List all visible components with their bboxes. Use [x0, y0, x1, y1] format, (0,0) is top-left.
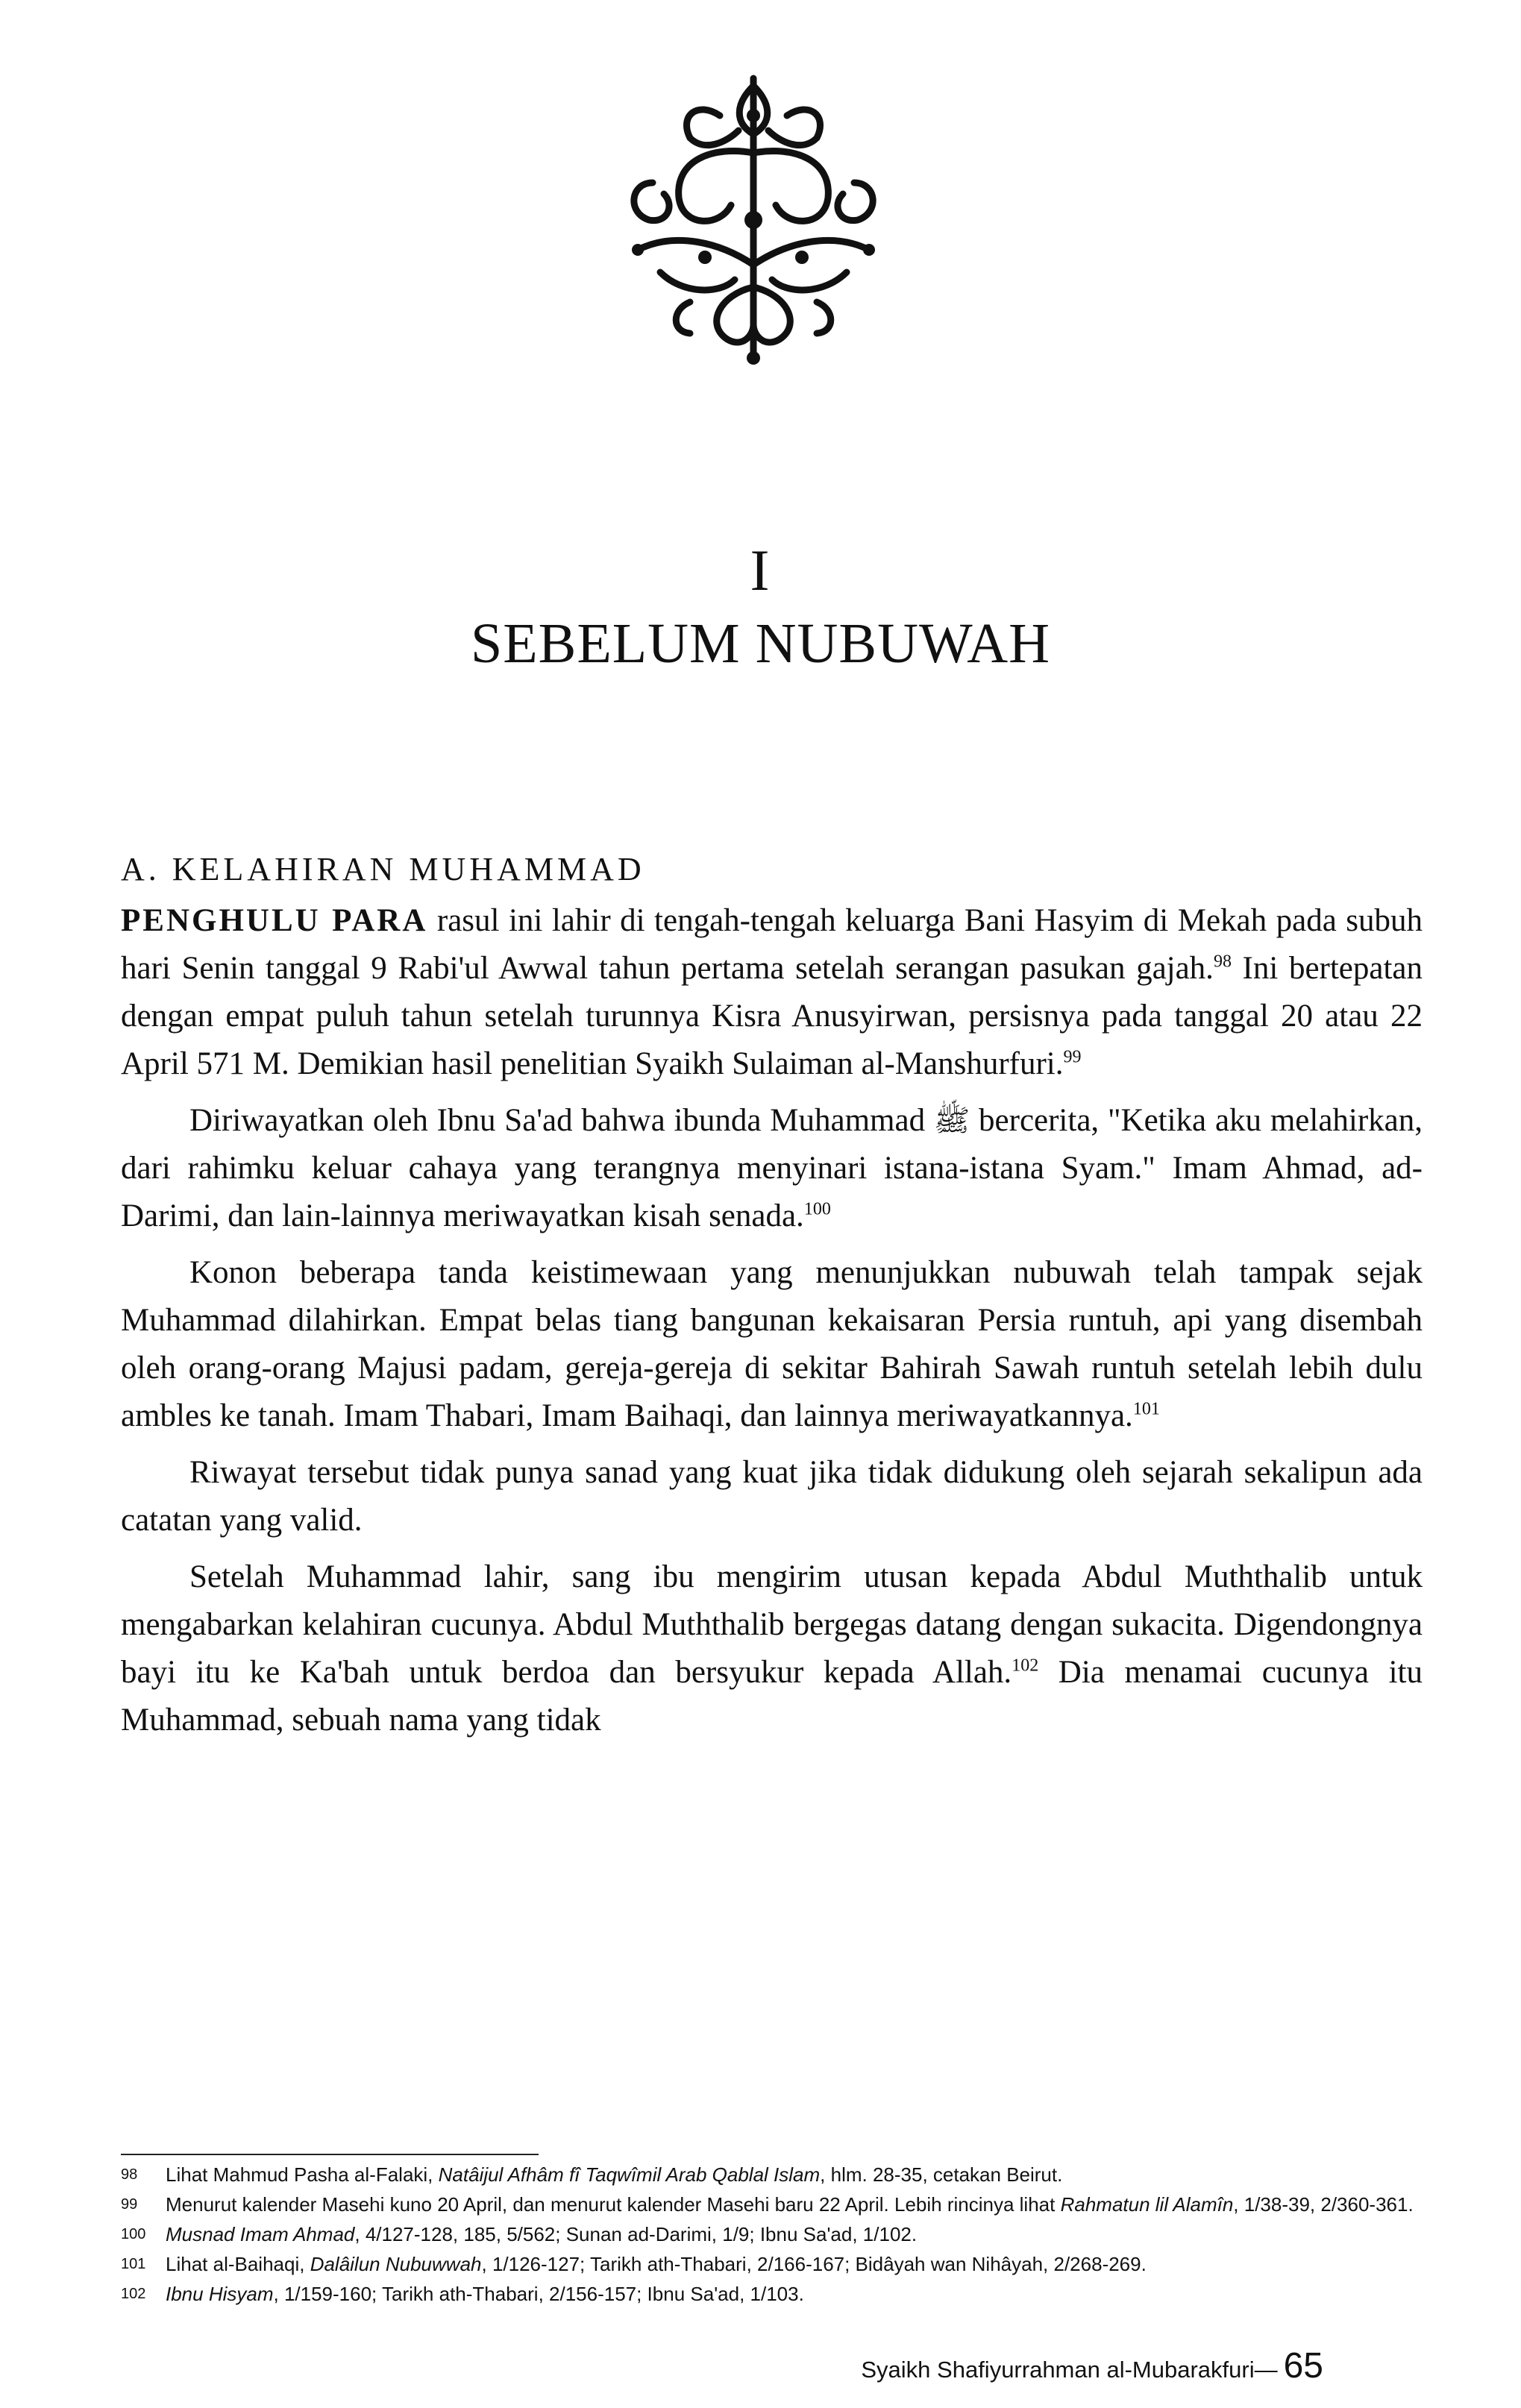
footnote-mark: 102 [121, 2286, 146, 2302]
paragraph [121, 1249, 1423, 1440]
footnote-text-part: , 1/159-160; Tarikh ath-Thabari, 2/156-157; Ibnu Sa'ad, 1/103. [273, 2283, 804, 2305]
footnote-source-title: Rahmatun lil Alamîn [1060, 2193, 1234, 2216]
footnote-text [166, 2280, 1423, 2307]
paragraph [121, 897, 1423, 1088]
paragraph-text: Diriwayatkan oleh Ibnu Sa'ad bahwa ibunda Muhammad [189, 1103, 934, 1138]
paragraph-text: Konon beberapa tanda keistimewaan yang menunjukkan nubuwah telah tampak sejak Muhammad dilahirkan. Empat belas tiang bangunan kekaisaran Persia runtuh, api yang disembah oleh orang-orang Majusi padam, gereja-gereja di sekitar Bahirah Sawah runtuh setelah lebih dulu ambles ke tanah. Imam Thabari, Imam Baihaqi, dan lainnya meriwayatkannya. [121, 1255, 1423, 1433]
footnote-mark: 98 [121, 2166, 138, 2183]
footnote-reference: 98 [1213, 952, 1232, 972]
footnote-text [166, 2221, 1423, 2248]
footnote [121, 2191, 1423, 2218]
footnote [121, 2221, 1423, 2248]
paragraph-text: Setelah Muhammad lahir, sang ibu mengirim utusan kepada Abdul Muththalib untuk mengabarkan kelahiran cucunya. Abdul Muththalib bergegas datang dengan sukacita. Digendongnya bayi itu ke Ka'bah untuk berdoa dan bersyukur kepada Allah. [121, 1559, 1423, 1690]
footnote-mark: 100 [121, 2226, 146, 2242]
paragraph [121, 1097, 1423, 1240]
footnote-text-part: , 4/127-128, 185, 5/562; Sunan ad-Darimi, 1/9; Ibnu Sa'ad, 1/102. [354, 2223, 918, 2245]
chapter-title: SEBELUM NUBUWAH [470, 612, 1051, 675]
floral-ornament-icon [608, 71, 899, 369]
footnote-text [166, 2191, 1423, 2218]
paragraph [121, 1553, 1423, 1744]
footnote-source-title: Musnad Imam Ahmad [166, 2223, 355, 2245]
paragraph-text: Dia menamai cucunya itu Muhammad, sebuah nama yang tidak [121, 1655, 1423, 1738]
footnote [121, 2251, 1423, 2277]
footnote [121, 2280, 1423, 2307]
footnote-source-title: Dalâilun Nubuwwah [310, 2253, 482, 2275]
chapter-number: I [750, 538, 771, 603]
paragraph-text: rasul ini lahir di tengah-tengah keluarga Bani Hasyim di Mekah pada subuh hari Senin tanggal 9 Rabi'ul Awwal tahun pertama setelah serangan pasukan gajah. [121, 903, 1423, 986]
paragraph [121, 1449, 1423, 1544]
footnote-text-part: Lihat al-Baihaqi, [166, 2253, 310, 2275]
paragraph-text: Ini bertepatan dengan empat puluh tahun setelah turunnya Kisra Anusyirwan, persisnya pada tanggal 20 atau 22 April 571 M. Demikian hasil penelitian Syaikh Sulaiman al-Manshurfuri. [121, 951, 1423, 1081]
footnote-mark: 99 [121, 2196, 138, 2213]
honorific-glyph: ﷺ [933, 1104, 970, 1137]
footnote [121, 2161, 1423, 2188]
main-text [121, 850, 1423, 1753]
footnotes [121, 2161, 1423, 2310]
footnote-source-title: Natâijul Afhâm fî Taqwîmil Arab Qablal Islam [438, 2163, 821, 2186]
footnote-text [166, 2251, 1423, 2277]
footnote-reference: 99 [1063, 1047, 1082, 1067]
paragraph-lead-caps: PENGHULU PARA [121, 903, 428, 938]
section-heading: A. KELAHIRAN MUHAMMAD [121, 851, 645, 887]
page-number: 65 [1283, 2346, 1323, 2386]
footnote-text-part: , 1/126-127; Tarikh ath-Thabari, 2/166-167; Bidâyah wan Nihâyah, 2/268-269. [481, 2253, 1147, 2275]
footnote-mark: 101 [121, 2256, 146, 2272]
footnote-reference: 101 [1132, 1399, 1160, 1419]
footnote-text-part: , 1/38-39, 2/360-361. [1233, 2193, 1414, 2216]
footnote-text-part: Lihat Mahmud Pasha al-Falaki, [166, 2163, 439, 2186]
footnote-divider [121, 2154, 539, 2155]
paragraph-text: bercerita, "Ketika aku melahirkan, dari rahimku keluar cahaya yang terangnya menyinari istana-istana Syam." Imam Ahmad, ad-Darimi, dan lain-lainnya meriwayatkan kisah senada. [121, 1103, 1423, 1233]
running-footer [861, 2345, 1323, 2386]
footnote-text-part: Menurut kalender Masehi kuno 20 April, dan menurut kalender Masehi baru 22 April. Lebih rincinya lihat [166, 2193, 1061, 2216]
footnote-reference: 102 [1012, 1656, 1039, 1676]
footnote-text-part: , hlm. 28-35, cetakan Beirut. [820, 2163, 1063, 2186]
footnote-reference: 100 [803, 1199, 831, 1219]
running-title: Syaikh Shafiyurrahman al-Mubarakfuri— [861, 2357, 1278, 2383]
footnote-text [166, 2161, 1423, 2188]
paragraph-text: Riwayat tersebut tidak punya sanad yang kuat jika tidak didukung oleh sejarah sekalipun ada catatan yang valid. [121, 1455, 1423, 1538]
footnote-source-title: Ibnu Hisyam [166, 2283, 274, 2305]
